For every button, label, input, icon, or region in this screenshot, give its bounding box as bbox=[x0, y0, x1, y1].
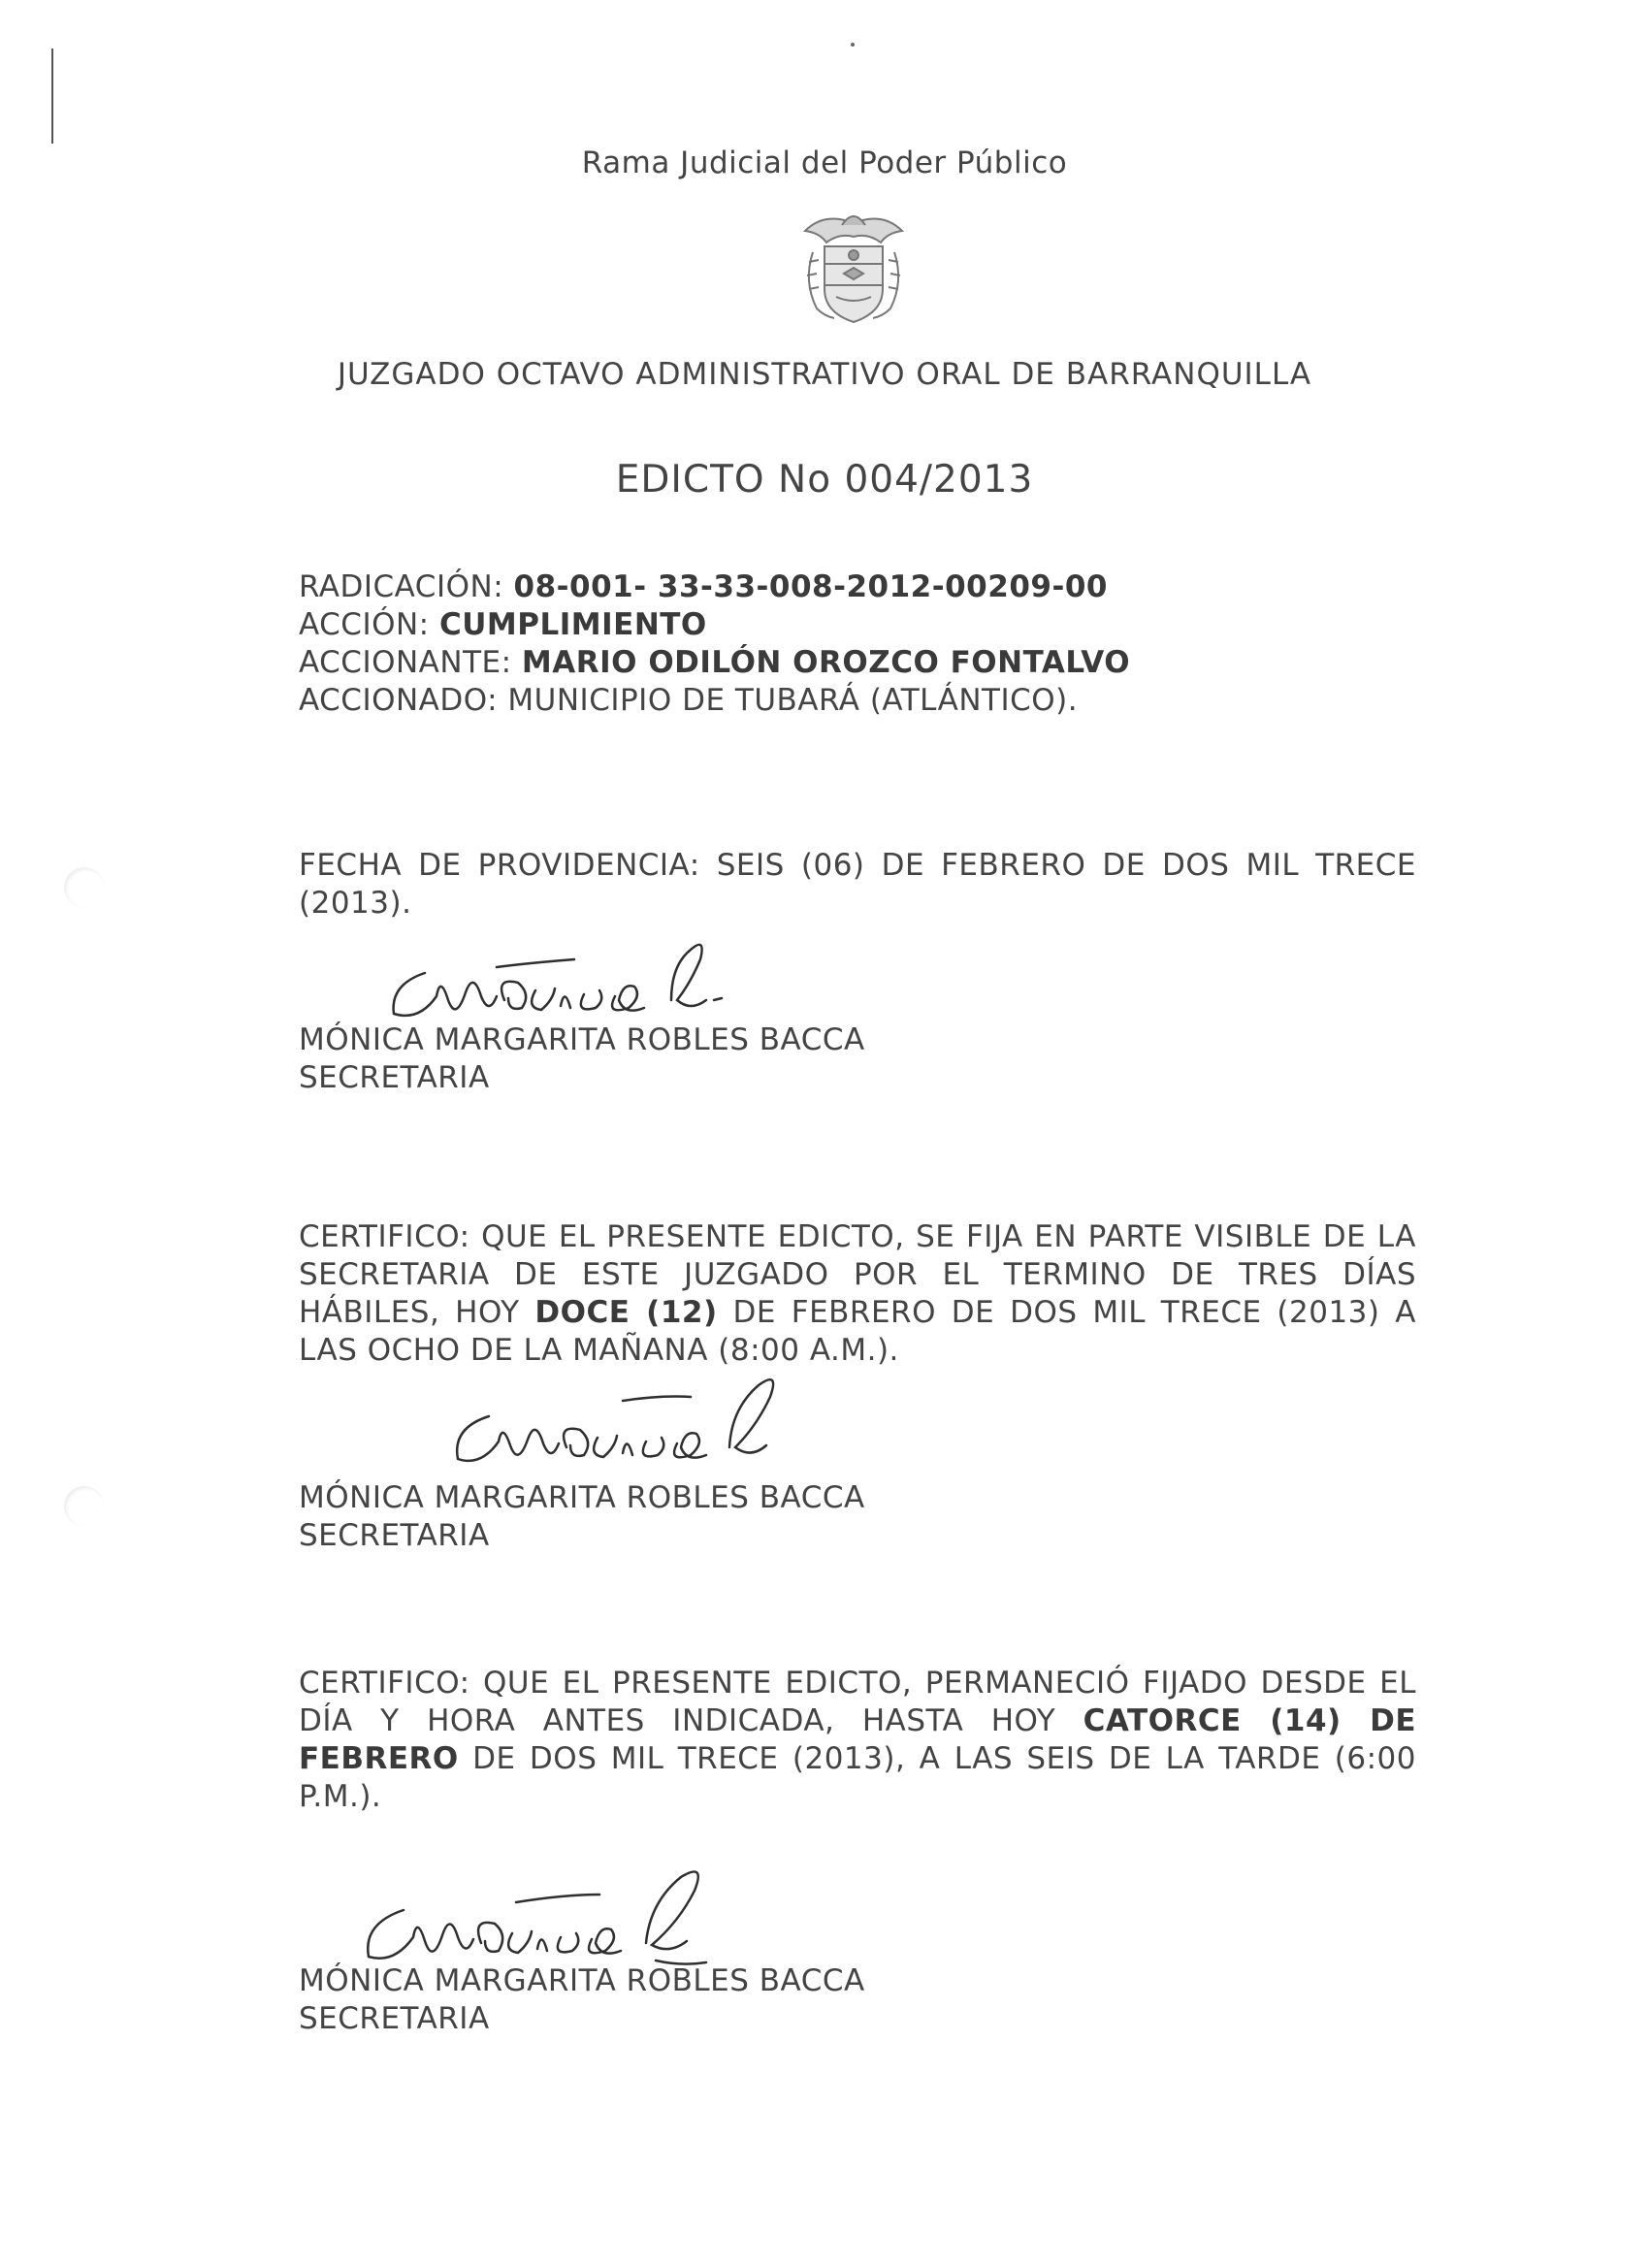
certificate-2-text-before: CERTIFICO: QUE EL PRESENTE EDICTO, PERMANECIÓ FIJADO DESDE EL DÍA Y HORA ANTES INDICADA, HASTA HOY bbox=[299, 1666, 1416, 1738]
providencia-date: FECHA DE PROVIDENCIA: SEIS (06) DE FEBRERO DE DOS MIL TRECE (2013). bbox=[299, 848, 1416, 921]
signatory-block-3 bbox=[299, 1962, 865, 2038]
certificate-1-text-before: CERTIFICO: QUE EL PRESENTE EDICTO, SE FIJA EN PARTE VISIBLE DE LA SECRETARIA DE ESTE JUZGADO POR EL TERMINO DE TRES DÍAS HÁBILES, HOY bbox=[299, 1219, 1416, 1330]
signature-2-icon bbox=[438, 1358, 943, 1484]
signature-1-icon bbox=[380, 907, 885, 1033]
accionado-value: MUNICIPIO DE TUBARÁ (ATLÁNTICO). bbox=[507, 683, 1079, 718]
scan-mark bbox=[51, 49, 53, 144]
certificate-1-bold: DOCE (12) bbox=[534, 1295, 718, 1330]
certificate-2 bbox=[299, 1665, 1416, 1816]
signatory-block-1 bbox=[299, 1021, 865, 1097]
signatory-block-2 bbox=[299, 1479, 865, 1555]
radicacion-label: RADICACIÓN: bbox=[299, 569, 504, 604]
accion-value: CUMPLIMIENTO bbox=[439, 607, 707, 642]
radicacion-line bbox=[299, 568, 1416, 606]
accionado-label: ACCIONADO: bbox=[299, 683, 499, 718]
accionante-value: MARIO ODILÓN OROZCO FONTALVO bbox=[521, 645, 1131, 680]
certificate-2-text-after: DE DOS MIL TRECE (2013), A LAS SEIS DE LA TARDE (6:00 P.M.). bbox=[299, 1741, 1416, 1814]
court-name: JUZGADO OCTAVO ADMINISTRATIVO ORAL DE BARRANQUILLA bbox=[337, 357, 1312, 392]
accionante-label: ACCIONANTE: bbox=[299, 645, 512, 680]
accionado-line bbox=[299, 682, 1416, 720]
certificate-1 bbox=[299, 1218, 1416, 1370]
accion-label: ACCIÓN: bbox=[299, 607, 430, 642]
signatory-name: MÓNICA MARGARITA ROBLES BACCA bbox=[299, 1963, 865, 1998]
certificate-2-bold: CATORCE (14) DE FEBRERO bbox=[299, 1703, 1416, 1776]
punch-hole-bottom bbox=[64, 1486, 105, 1527]
punch-hole-top bbox=[64, 867, 105, 908]
signatory-title: SECRETARIA bbox=[299, 1518, 490, 1553]
signatory-name: MÓNICA MARGARITA ROBLES BACCA bbox=[299, 1022, 865, 1057]
edict-number: EDICTO No 004/2013 bbox=[615, 458, 1034, 502]
accionante-line bbox=[299, 644, 1416, 682]
signatory-title: SECRETARIA bbox=[299, 2001, 490, 2036]
institution-title: Rama Judicial del Poder Público bbox=[581, 146, 1068, 180]
case-info bbox=[299, 568, 1416, 720]
signatory-name: MÓNICA MARGARITA ROBLES BACCA bbox=[299, 1480, 865, 1515]
signatory-title: SECRETARIA bbox=[299, 1060, 490, 1095]
scan-dot bbox=[851, 43, 855, 47]
coat-of-arms-seal-icon bbox=[795, 204, 912, 330]
certificate-1-text-after: DE FEBRERO DE DOS MIL TRECE (2013) A LAS OCHO DE LA MAÑANA (8:00 A.M.). bbox=[299, 1295, 1417, 1368]
accion-line bbox=[299, 606, 1416, 644]
radicacion-value: 08-001- 33-33-008-2012-00209-00 bbox=[513, 569, 1108, 604]
